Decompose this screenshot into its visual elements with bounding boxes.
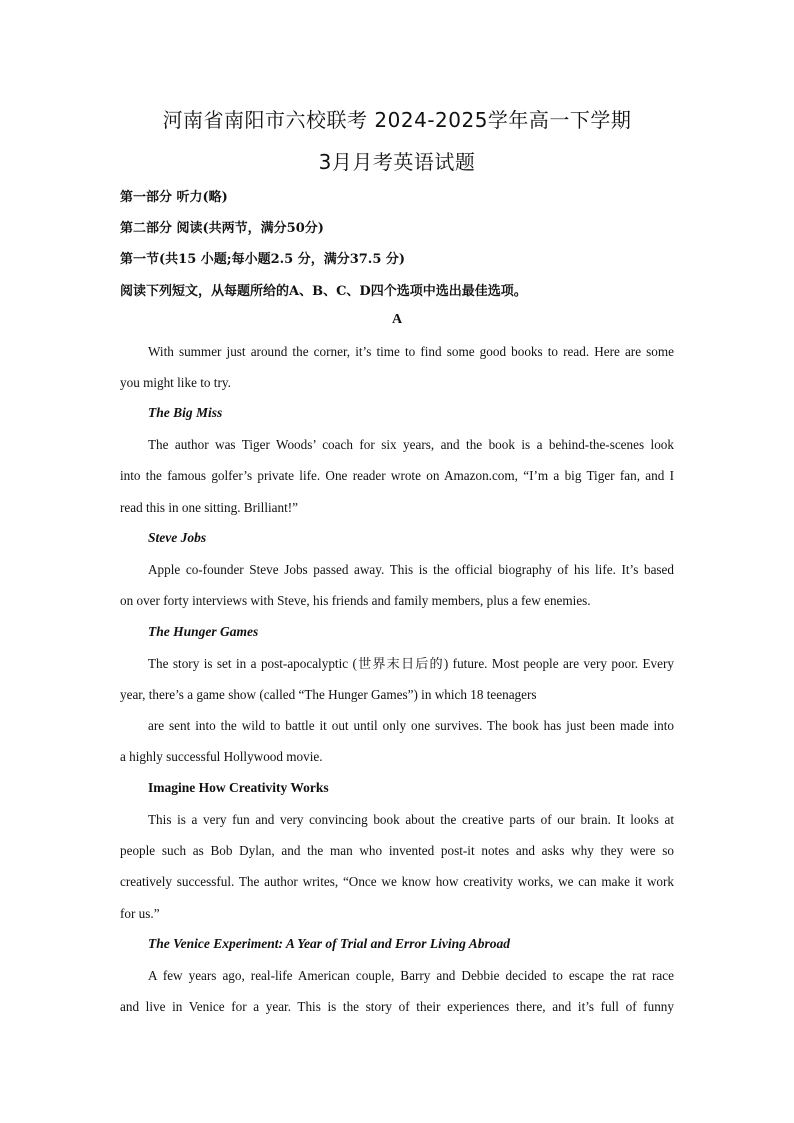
book-text-line: for us.” xyxy=(120,906,160,921)
instruction-text: 阅读下列短文，从每题所给的A、B、C、D四个选项中选出最佳选项。 xyxy=(120,284,527,299)
book-text-line: A few years ago, real-life American couple, Barry and Debbie decided to escape the rat race xyxy=(148,968,674,983)
book-title: Steve Jobs xyxy=(148,530,207,545)
book-text-line: This is a very fun and very convincing book about the creative parts of our brain. It looks at xyxy=(148,812,674,827)
book-text-line: creatively successful. The author writes, “Once we know how creativity works, we can make it work xyxy=(120,874,674,889)
book-text-line: and live in Venice for a year. This is the story of their experiences there, and it’s full of funny xyxy=(120,999,674,1014)
page-title-line2: 3月月考英语试题 xyxy=(318,150,476,174)
book-text-line: on over forty interviews with Steve, his friends and family members, plus a few enemies. xyxy=(120,593,591,608)
book-title: Imagine How Creativity Works xyxy=(148,780,329,795)
book-text-line: The author was Tiger Woods’ coach for six years, and the book is a behind-the-scenes look xyxy=(148,437,674,452)
intro-line: you might like to try. xyxy=(120,375,231,390)
book-title: The Venice Experiment: A Year of Trial and Error Living Abroad xyxy=(148,936,511,951)
book-text-line: The story is set in a post-apocalyptic (世界末日后的) future. Most people are very poor. Every xyxy=(148,656,674,671)
book-text-line: year, there’s a game show (called “The Hunger Games”) in which 18 teenagers xyxy=(120,687,537,702)
part2-heading: 第二部分 阅读(共两节，满分50分) xyxy=(120,221,324,236)
book-text-line: people such as Bob Dylan, and the man who invented post-it notes and asks why they were so xyxy=(120,843,674,858)
book-text-line: are sent into the wild to battle it out until only one survives. The book has just been made into xyxy=(148,718,674,733)
book-title: The Big Miss xyxy=(148,405,223,420)
book-text-line: Apple co-founder Steve Jobs passed away. This is the official biography of his life. It’s based xyxy=(148,562,674,577)
page-title-line1: 河南省南阳市六校联考 2024-2025学年高一下学期 xyxy=(162,108,632,132)
book-text-line: into the famous golfer’s private life. One reader wrote on Amazon.com, “I’m a big Tiger fan, and I xyxy=(120,468,674,483)
part1-heading: 第一部分 听力(略) xyxy=(120,190,228,205)
section1-heading: 第一节(共15 小题;每小题2.5 分，满分37.5 分) xyxy=(120,252,406,267)
intro-line: With summer just around the corner, it’s time to find some good books to read. Here are some xyxy=(148,344,674,359)
passage-label: A xyxy=(391,312,403,327)
book-title: The Hunger Games xyxy=(148,624,259,639)
book-text-line: read this in one sitting. Brilliant!” xyxy=(120,500,298,515)
book-text-line: a highly successful Hollywood movie. xyxy=(120,749,323,764)
